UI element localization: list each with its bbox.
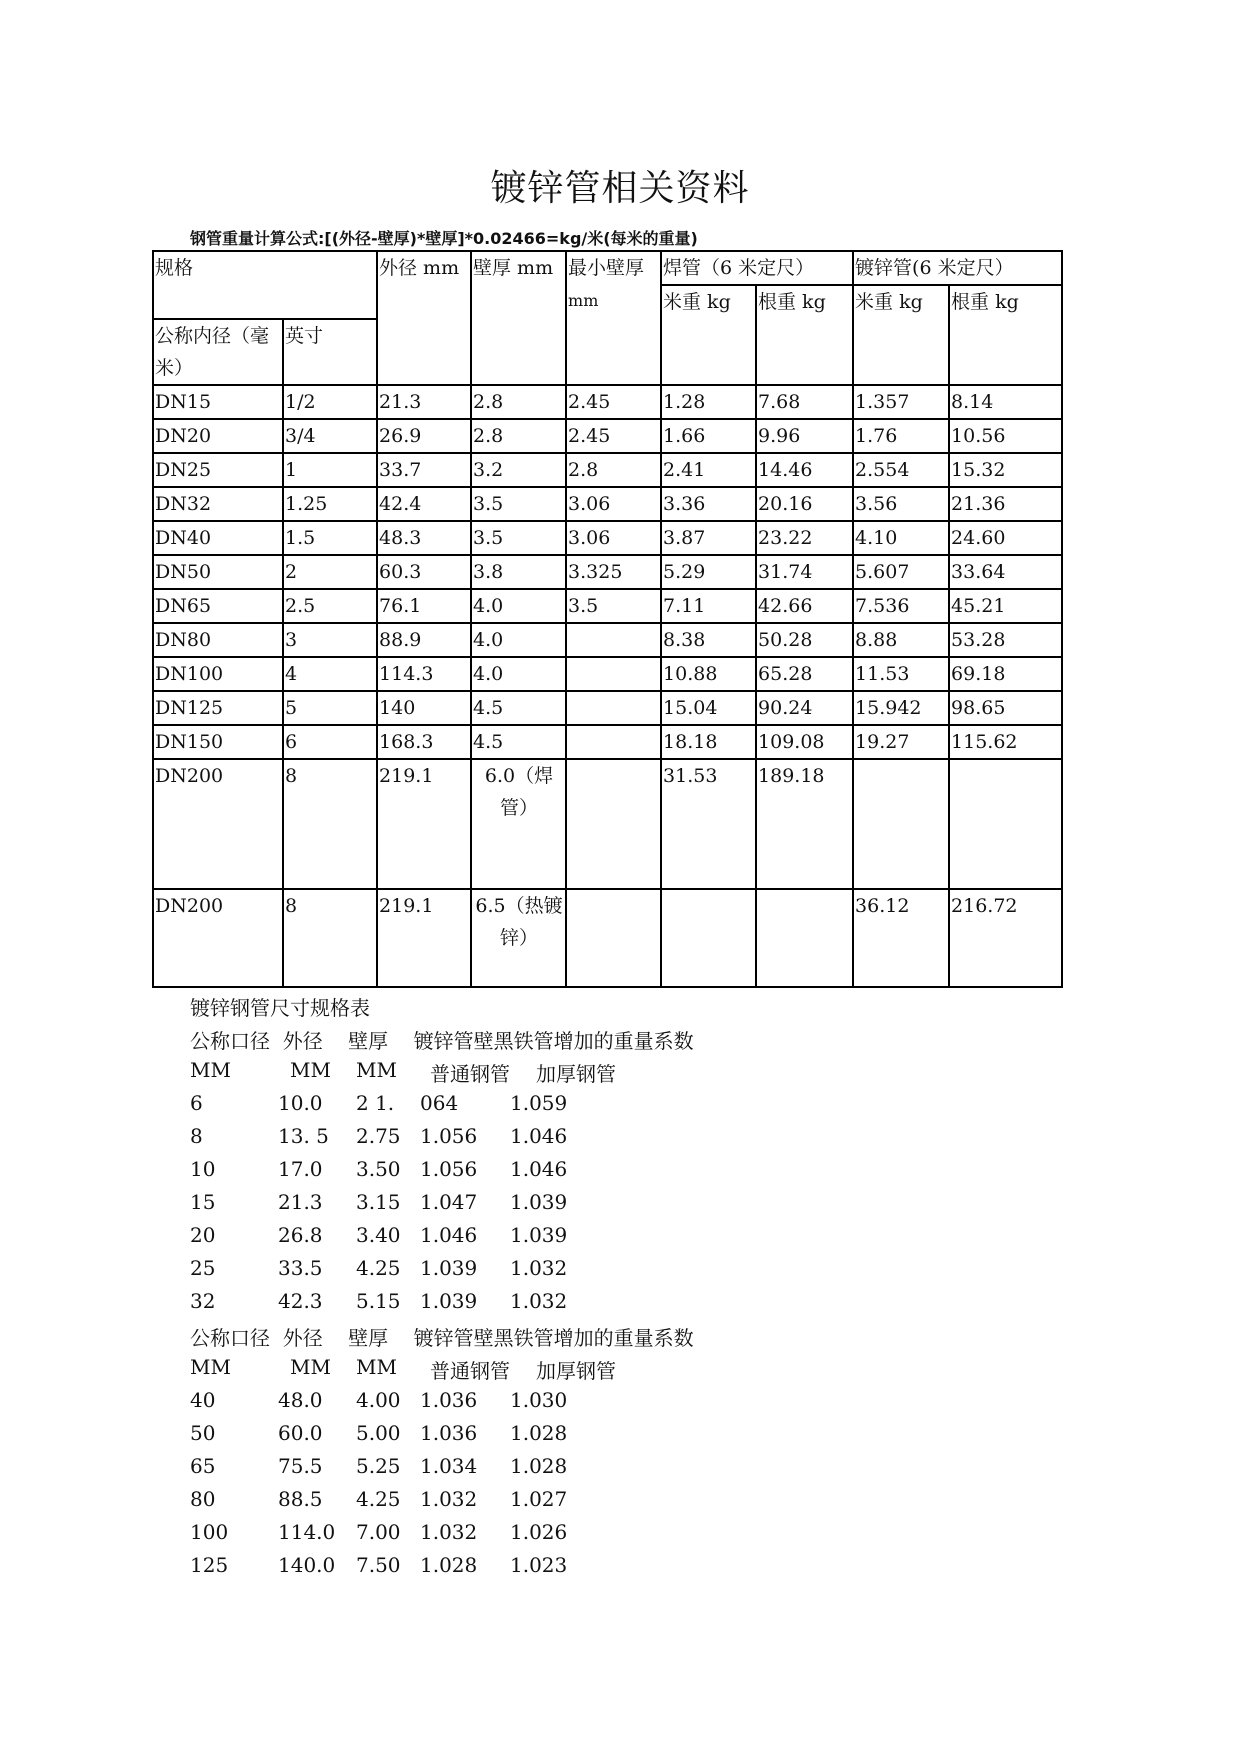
cell-galv-meter: 5.607 — [853, 555, 949, 589]
pipe-spec-table — [152, 250, 1063, 988]
list-cell: 13. 5 — [278, 1124, 329, 1148]
list-cell: 4.00 — [356, 1388, 401, 1412]
cell-galv-piece: 53.28 — [949, 623, 1062, 657]
cell-welded-meter: 1.66 — [661, 419, 756, 453]
cell-min-wall — [566, 889, 661, 987]
list-cell: 7.50 — [356, 1553, 401, 1577]
list-cell: 2 1. — [356, 1091, 395, 1115]
cell-od: 48.3 — [377, 521, 471, 555]
list-unit: MM — [290, 1058, 331, 1082]
table-row — [153, 453, 1062, 487]
cell-welded-piece: 7.68 — [756, 385, 853, 419]
cell-galv-piece: 24.60 — [949, 521, 1062, 555]
header-wall-thickness: 壁厚 mm — [471, 251, 566, 385]
table-row — [153, 657, 1062, 691]
cell-wall: 2.8 — [471, 419, 566, 453]
list-cell: 1.032 — [420, 1487, 478, 1511]
cell-min-wall: 2.45 — [566, 419, 661, 453]
header-welded-pipe: 焊管（6 米定尺） — [661, 251, 853, 285]
cell-wall: 4.0 — [471, 657, 566, 691]
cell-inch: 2.5 — [283, 589, 377, 623]
cell-od: 88.9 — [377, 623, 471, 657]
cell-dn: DN65 — [153, 589, 283, 623]
cell-galv-piece: 8.14 — [949, 385, 1062, 419]
list-cell: 17.0 — [278, 1157, 323, 1181]
cell-galv-piece: 69.18 — [949, 657, 1062, 691]
table-row — [153, 419, 1062, 453]
list-unit: MM — [290, 1355, 331, 1379]
list-cell: 40 — [190, 1388, 216, 1412]
list-unit: 普通钢管 — [430, 1359, 510, 1383]
list-unit: MM — [190, 1058, 231, 1082]
list-cell: 1.023 — [510, 1553, 568, 1577]
cell-wall: 3.8 — [471, 555, 566, 589]
list-cell: 1.039 — [420, 1289, 478, 1313]
list-cell: 1.047 — [420, 1190, 478, 1214]
list-cell: 4.25 — [356, 1256, 401, 1280]
cell-od: 21.3 — [377, 385, 471, 419]
header-min-wall-unit: mm — [568, 291, 599, 310]
table-row — [153, 555, 1062, 589]
cell-dn: DN25 — [153, 453, 283, 487]
list-cell: 3.40 — [356, 1223, 401, 1247]
cell-wall: 3.5 — [471, 487, 566, 521]
list-cell: 80 — [190, 1487, 216, 1511]
header-nominal-diameter: 公称内径（毫米） — [153, 319, 283, 385]
cell-wall: 4.0 — [471, 623, 566, 657]
table-row — [153, 759, 1062, 889]
cell-inch: 1 — [283, 453, 377, 487]
cell-galv-meter: 36.12 — [853, 889, 949, 987]
cell-inch: 5 — [283, 691, 377, 725]
cell-welded-meter: 2.41 — [661, 453, 756, 487]
cell-wall: 2.8 — [471, 385, 566, 419]
list-cell: 114.0 — [278, 1520, 336, 1544]
list-row — [190, 1124, 694, 1157]
cell-dn: DN32 — [153, 487, 283, 521]
list-cell: 10 — [190, 1157, 216, 1181]
cell-dn: DN100 — [153, 657, 283, 691]
cell-wall: 3.5 — [471, 521, 566, 555]
list-row — [190, 1157, 694, 1190]
header-galvanized-pipe: 镀锌管(6 米定尺） — [853, 251, 1062, 285]
header-min-wall — [566, 251, 661, 385]
list-cell: 10.0 — [278, 1091, 323, 1115]
table-row — [153, 487, 1062, 521]
cell-dn: DN40 — [153, 521, 283, 555]
cell-dn: DN50 — [153, 555, 283, 589]
cell-inch: 6 — [283, 725, 377, 759]
cell-welded-piece: 65.28 — [756, 657, 853, 691]
cell-min-wall: 2.45 — [566, 385, 661, 419]
cell-galv-piece: 10.56 — [949, 419, 1062, 453]
list-row — [190, 1454, 694, 1487]
list-cell: 5.15 — [356, 1289, 401, 1313]
list-units-row — [190, 1058, 694, 1091]
list-cell: 7.00 — [356, 1520, 401, 1544]
list-cell: 140.0 — [278, 1553, 336, 1577]
cell-welded-piece: 20.16 — [756, 487, 853, 521]
list-cell: 60.0 — [278, 1421, 323, 1445]
list-cell: 1.027 — [510, 1487, 568, 1511]
header-min-wall-label: 最小壁厚 — [568, 257, 645, 279]
cell-welded-piece: 189.18 — [756, 759, 853, 889]
list-cell: 4.25 — [356, 1487, 401, 1511]
cell-galv-meter: 4.10 — [853, 521, 949, 555]
list-cell: 1.056 — [420, 1124, 478, 1148]
cell-min-wall — [566, 691, 661, 725]
list-unit: MM — [190, 1355, 231, 1379]
cell-galv-meter: 1.76 — [853, 419, 949, 453]
list-cell: 1.034 — [420, 1454, 478, 1478]
cell-galv-meter: 15.942 — [853, 691, 949, 725]
galvanized-size-list — [190, 992, 694, 1586]
list-cell: 1.046 — [510, 1157, 568, 1181]
cell-od: 140 — [377, 691, 471, 725]
list-cell: 6 — [190, 1091, 203, 1115]
cell-galv-meter — [853, 759, 949, 889]
cell-welded-piece: 23.22 — [756, 521, 853, 555]
cell-dn: DN200 — [153, 889, 283, 987]
list-row — [190, 1520, 694, 1553]
cell-dn: DN125 — [153, 691, 283, 725]
list-cell: 25 — [190, 1256, 216, 1280]
list-cell: 50 — [190, 1421, 216, 1445]
list-cell: 3.15 — [356, 1190, 401, 1214]
cell-od: 26.9 — [377, 419, 471, 453]
cell-inch: 8 — [283, 759, 377, 889]
cell-min-wall — [566, 759, 661, 889]
list-cell: 1.046 — [420, 1223, 478, 1247]
list-row — [190, 1421, 694, 1454]
cell-dn: DN15 — [153, 385, 283, 419]
weight-formula: 钢管重量计算公式:[(外径-壁厚)*壁厚]*0.02466=kg/米(每米的重量) — [190, 229, 698, 248]
list-unit: MM — [356, 1058, 397, 1082]
cell-welded-meter: 18.18 — [661, 725, 756, 759]
page-title: 镀锌管相关资料 — [490, 168, 750, 209]
list-cell: 1.039 — [510, 1223, 568, 1247]
list-cell: 1.036 — [420, 1388, 478, 1412]
list-unit: 普通钢管 — [430, 1062, 510, 1086]
header-galv-piece-weight: 根重 kg — [949, 285, 1062, 385]
cell-min-wall — [566, 725, 661, 759]
list-row — [190, 1223, 694, 1256]
table-row — [153, 725, 1062, 759]
cell-wall: 4.5 — [471, 691, 566, 725]
cell-welded-meter: 8.38 — [661, 623, 756, 657]
cell-galv-piece: 216.72 — [949, 889, 1062, 987]
table-row — [153, 521, 1062, 555]
cell-welded-meter: 7.11 — [661, 589, 756, 623]
table-row — [153, 691, 1062, 725]
cell-welded-meter: 1.28 — [661, 385, 756, 419]
cell-welded-meter: 3.36 — [661, 487, 756, 521]
cell-welded-meter: 31.53 — [661, 759, 756, 889]
cell-galv-piece: 33.64 — [949, 555, 1062, 589]
cell-galv-piece: 45.21 — [949, 589, 1062, 623]
cell-welded-meter: 10.88 — [661, 657, 756, 691]
cell-galv-meter: 3.56 — [853, 487, 949, 521]
cell-welded-meter: 5.29 — [661, 555, 756, 589]
list-header-2: 公称口径 外径 壁厚 镀锌管壁黑铁管增加的重量系数 — [190, 1326, 694, 1350]
list-cell: 48.0 — [278, 1388, 323, 1412]
list-unit: 加厚钢管 — [536, 1359, 616, 1383]
cell-galv-meter: 8.88 — [853, 623, 949, 657]
list-cell: 5.25 — [356, 1454, 401, 1478]
cell-inch: 1/2 — [283, 385, 377, 419]
list-cell: 20 — [190, 1223, 216, 1247]
table-row — [153, 589, 1062, 623]
list-cell: 1.028 — [420, 1553, 478, 1577]
list-unit: 加厚钢管 — [536, 1062, 616, 1086]
cell-wall: 4.5 — [471, 725, 566, 759]
cell-inch: 2 — [283, 555, 377, 589]
cell-galv-piece: 21.36 — [949, 487, 1062, 521]
list-cell: 32 — [190, 1289, 216, 1313]
list-unit: MM — [356, 1355, 397, 1379]
list-row — [190, 1553, 694, 1586]
list-cell: 26.8 — [278, 1223, 323, 1247]
cell-wall: 6.0（焊管） — [471, 759, 566, 889]
list-row — [190, 1190, 694, 1223]
list-row — [190, 1487, 694, 1520]
list-cell: 3.50 — [356, 1157, 401, 1181]
cell-inch: 4 — [283, 657, 377, 691]
cell-galv-piece: 115.62 — [949, 725, 1062, 759]
cell-dn: DN200 — [153, 759, 283, 889]
list-cell: 42.3 — [278, 1289, 323, 1313]
cell-dn: DN80 — [153, 623, 283, 657]
cell-welded-piece: 9.96 — [756, 419, 853, 453]
cell-dn: DN150 — [153, 725, 283, 759]
cell-galv-meter: 1.357 — [853, 385, 949, 419]
list-cell: 064 — [420, 1091, 459, 1115]
list-header: 公称口径 外径 壁厚 镀锌管壁黑铁管增加的重量系数 — [190, 1029, 694, 1053]
list-cell: 1.039 — [420, 1256, 478, 1280]
header-welded-piece-weight: 根重 kg — [756, 285, 853, 385]
list-row — [190, 1091, 694, 1124]
cell-galv-piece — [949, 759, 1062, 889]
list-row — [190, 1388, 694, 1421]
list-cell: 1.059 — [510, 1091, 568, 1115]
list-cell: 125 — [190, 1553, 229, 1577]
cell-galv-meter: 7.536 — [853, 589, 949, 623]
cell-inch: 1.5 — [283, 521, 377, 555]
cell-od: 168.3 — [377, 725, 471, 759]
list-cell: 1.032 — [420, 1520, 478, 1544]
cell-galv-meter: 11.53 — [853, 657, 949, 691]
cell-dn: DN20 — [153, 419, 283, 453]
cell-min-wall: 3.5 — [566, 589, 661, 623]
cell-galv-piece: 98.65 — [949, 691, 1062, 725]
list-cell: 1.032 — [510, 1256, 568, 1280]
cell-galv-meter: 2.554 — [853, 453, 949, 487]
list-cell: 88.5 — [278, 1487, 323, 1511]
cell-od: 114.3 — [377, 657, 471, 691]
list-cell: 33.5 — [278, 1256, 323, 1280]
cell-galv-piece: 15.32 — [949, 453, 1062, 487]
list-cell: 2.75 — [356, 1124, 401, 1148]
cell-welded-piece — [756, 889, 853, 987]
list-cell: 8 — [190, 1124, 203, 1148]
cell-welded-meter — [661, 889, 756, 987]
cell-min-wall: 3.325 — [566, 555, 661, 589]
cell-welded-piece: 14.46 — [756, 453, 853, 487]
cell-welded-piece: 90.24 — [756, 691, 853, 725]
cell-od: 33.7 — [377, 453, 471, 487]
cell-welded-piece: 50.28 — [756, 623, 853, 657]
cell-welded-meter: 3.87 — [661, 521, 756, 555]
cell-welded-meter: 15.04 — [661, 691, 756, 725]
cell-min-wall — [566, 623, 661, 657]
cell-od: 219.1 — [377, 889, 471, 987]
cell-inch: 1.25 — [283, 487, 377, 521]
list-cell: 75.5 — [278, 1454, 323, 1478]
header-spec: 规格 — [153, 251, 377, 319]
list-cell: 21.3 — [278, 1190, 323, 1214]
list-cell: 1.056 — [420, 1157, 478, 1181]
header-outer-diameter: 外径 mm — [377, 251, 471, 385]
cell-welded-piece: 42.66 — [756, 589, 853, 623]
list-title: 镀锌钢管尺寸规格表 — [190, 996, 370, 1020]
header-galv-meter-weight: 米重 kg — [853, 285, 949, 385]
cell-wall: 4.0 — [471, 589, 566, 623]
cell-wall: 3.2 — [471, 453, 566, 487]
list-cell: 1.039 — [510, 1190, 568, 1214]
list-cell: 1.036 — [420, 1421, 478, 1445]
list-cell: 1.028 — [510, 1421, 568, 1445]
table-row — [153, 889, 1062, 987]
list-cell: 5.00 — [356, 1421, 401, 1445]
list-cell: 1.046 — [510, 1124, 568, 1148]
table-row — [153, 385, 1062, 419]
list-row — [190, 1289, 694, 1322]
cell-min-wall: 3.06 — [566, 487, 661, 521]
header-inch: 英寸 — [283, 319, 377, 385]
list-cell: 15 — [190, 1190, 216, 1214]
cell-wall: 6.5（热镀锌） — [471, 889, 566, 987]
header-welded-meter-weight: 米重 kg — [661, 285, 756, 385]
cell-od: 42.4 — [377, 487, 471, 521]
list-row — [190, 1256, 694, 1289]
cell-od: 76.1 — [377, 589, 471, 623]
table-row — [153, 623, 1062, 657]
cell-od: 60.3 — [377, 555, 471, 589]
cell-inch: 3/4 — [283, 419, 377, 453]
cell-galv-meter: 19.27 — [853, 725, 949, 759]
list-cell: 1.032 — [510, 1289, 568, 1313]
cell-inch: 8 — [283, 889, 377, 987]
list-cell: 1.028 — [510, 1454, 568, 1478]
cell-welded-piece: 109.08 — [756, 725, 853, 759]
list-cell: 65 — [190, 1454, 216, 1478]
cell-inch: 3 — [283, 623, 377, 657]
cell-min-wall — [566, 657, 661, 691]
list-units-row-2 — [190, 1355, 694, 1388]
list-cell: 1.026 — [510, 1520, 568, 1544]
list-cell: 100 — [190, 1520, 229, 1544]
cell-welded-piece: 31.74 — [756, 555, 853, 589]
cell-od: 219.1 — [377, 759, 471, 889]
cell-min-wall: 3.06 — [566, 521, 661, 555]
cell-min-wall: 2.8 — [566, 453, 661, 487]
list-cell: 1.030 — [510, 1388, 568, 1412]
